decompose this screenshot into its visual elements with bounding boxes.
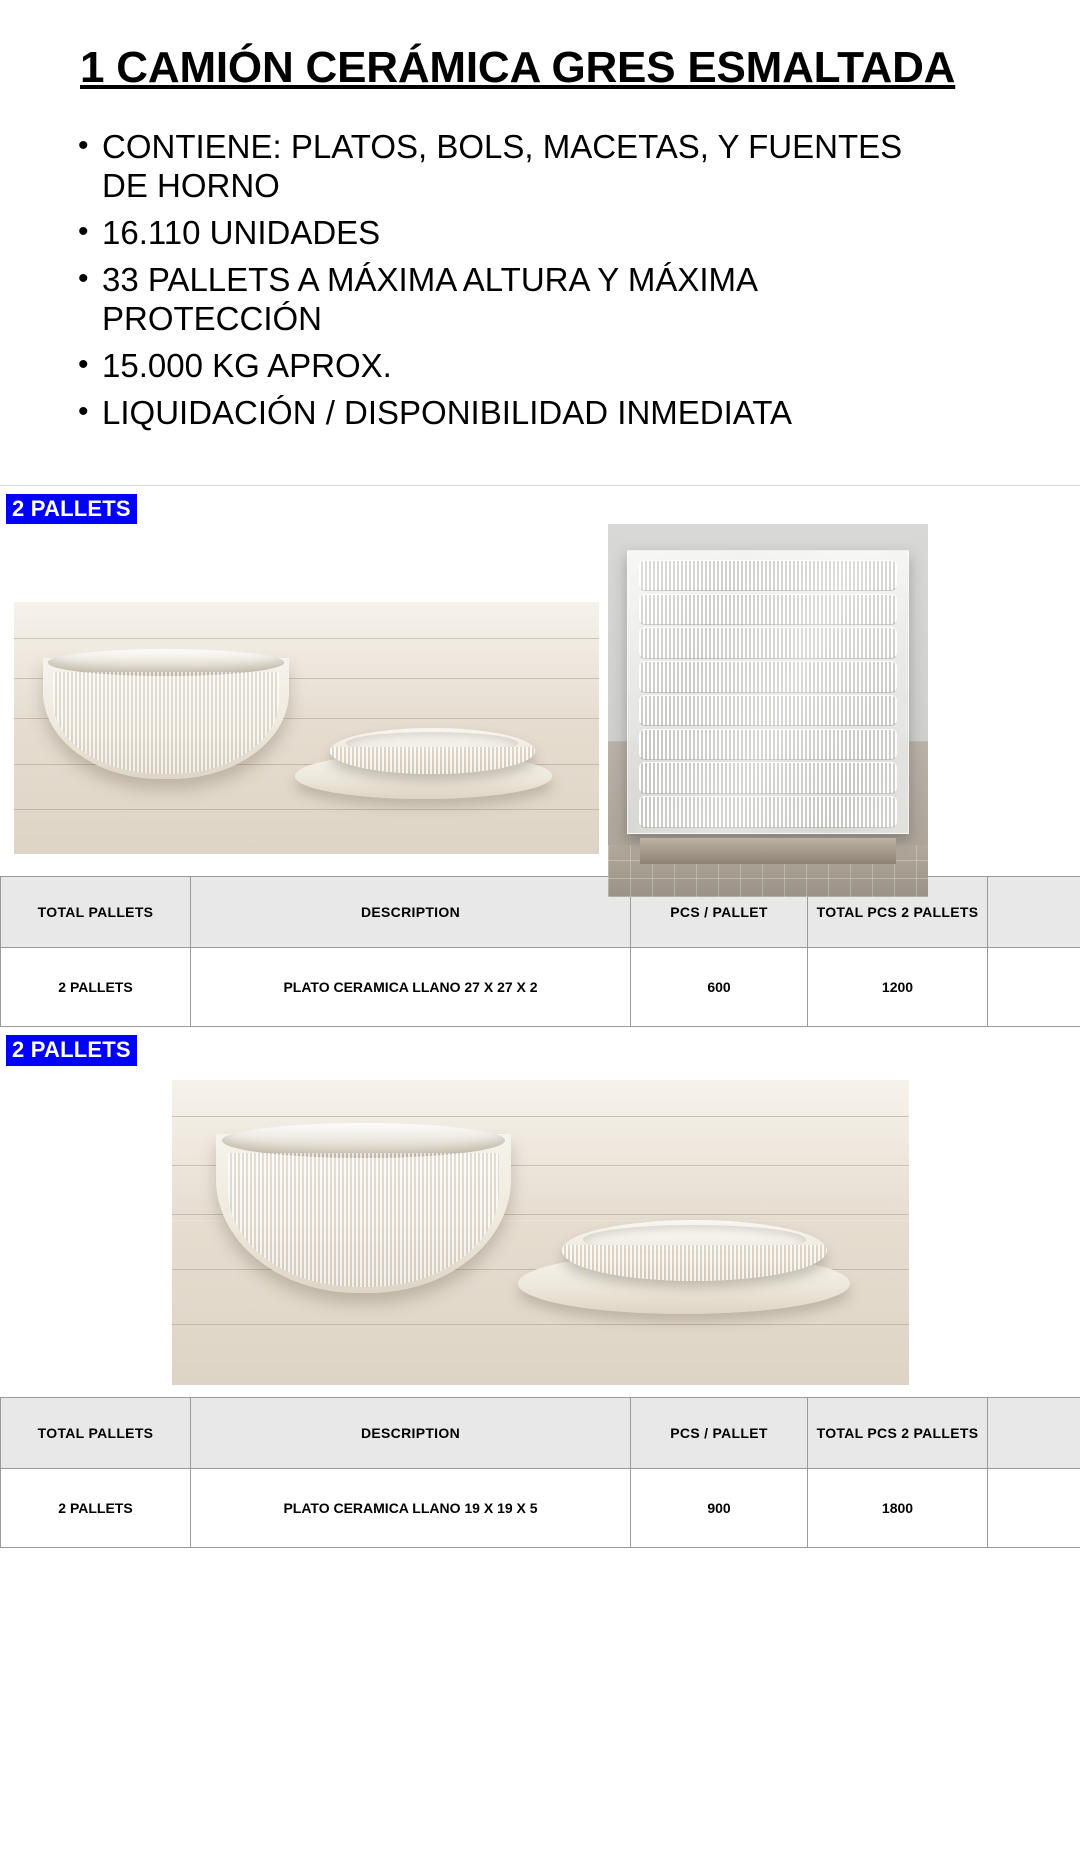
wrapped-pallet-photo [608,524,928,897]
badge-container [0,1027,1080,1065]
bullet-marker-icon: • [78,394,102,429]
bullet-marker-icon: • [78,347,102,382]
ceramic-bowl-and-plate-photo [14,602,599,854]
list-item [78,214,968,253]
list-item [78,394,968,433]
list-item-text: 16.110 UNIDADES [102,214,968,253]
cell-empty [988,948,1080,1027]
column-header-description: DESCRIPTION [191,1397,631,1468]
pallet-section-1 [0,486,1080,1027]
column-header-total-pcs: TOTAL PCS 2 PALLETS [808,1397,988,1468]
cell-description: PLATO CERAMICA LLANO 19 X 19 X 5 [191,1468,631,1547]
page-title: 1 CAMIÓN CERÁMICA GRES ESMALTADA [80,44,1080,92]
bullet-list [78,128,968,433]
bullet-marker-icon: • [78,214,102,249]
column-header-total-pallets: TOTAL PALLETS [1,1397,191,1468]
cell-description: PLATO CERAMICA LLANO 27 X 27 X 2 [191,948,631,1027]
document-page [0,44,1080,1548]
column-header-pcs-per-pallet: PCS / PALLET [631,1397,808,1468]
list-item-text: 15.000 KG APROX. [102,347,968,386]
table-header-row [1,1397,1080,1468]
pallet-table-2 [0,1397,1080,1548]
status-badge: 2 PALLETS [6,494,137,524]
cell-total-pcs: 1800 [808,1468,988,1547]
column-header-total-pcs: TOTAL PCS 2 PALLETS [808,877,988,948]
list-item [78,347,968,386]
list-item [78,261,968,339]
pallet-section-2 [0,1027,1080,1547]
cell-total-pcs: 1200 [808,948,988,1027]
cell-pcs-per-pallet: 900 [631,1468,808,1547]
cell-pcs-per-pallet: 600 [631,948,808,1027]
list-item [78,128,968,206]
badge-container [0,486,1080,524]
column-header-empty [988,877,1080,948]
ceramic-bowl-and-dish-photo [172,1080,909,1385]
column-header-total-pallets: TOTAL PALLETS [1,877,191,948]
column-header-pcs-per-pallet: PCS / PALLET [631,877,808,948]
cell-total-pallets: 2 PALLETS [1,1468,191,1547]
table-row [1,948,1080,1027]
bullet-marker-icon: • [78,261,102,296]
pallet-table-1 [0,876,1080,1027]
list-item-text: 33 PALLETS A MÁXIMA ALTURA Y MÁXIMA PROTECCIÓN [102,261,968,339]
column-header-empty [988,1397,1080,1468]
status-badge: 2 PALLETS [6,1035,137,1065]
photo-row [0,524,1080,864]
list-item-text: CONTIENE: PLATOS, BOLS, MACETAS, Y FUENTES DE HORNO [102,128,968,206]
bullet-marker-icon: • [78,128,102,163]
table-row [1,1468,1080,1547]
cell-total-pallets: 2 PALLETS [1,948,191,1027]
list-item-text: LIQUIDACIÓN / DISPONIBILIDAD INMEDIATA [102,394,968,433]
column-header-description: DESCRIPTION [191,877,631,948]
cell-empty [988,1468,1080,1547]
